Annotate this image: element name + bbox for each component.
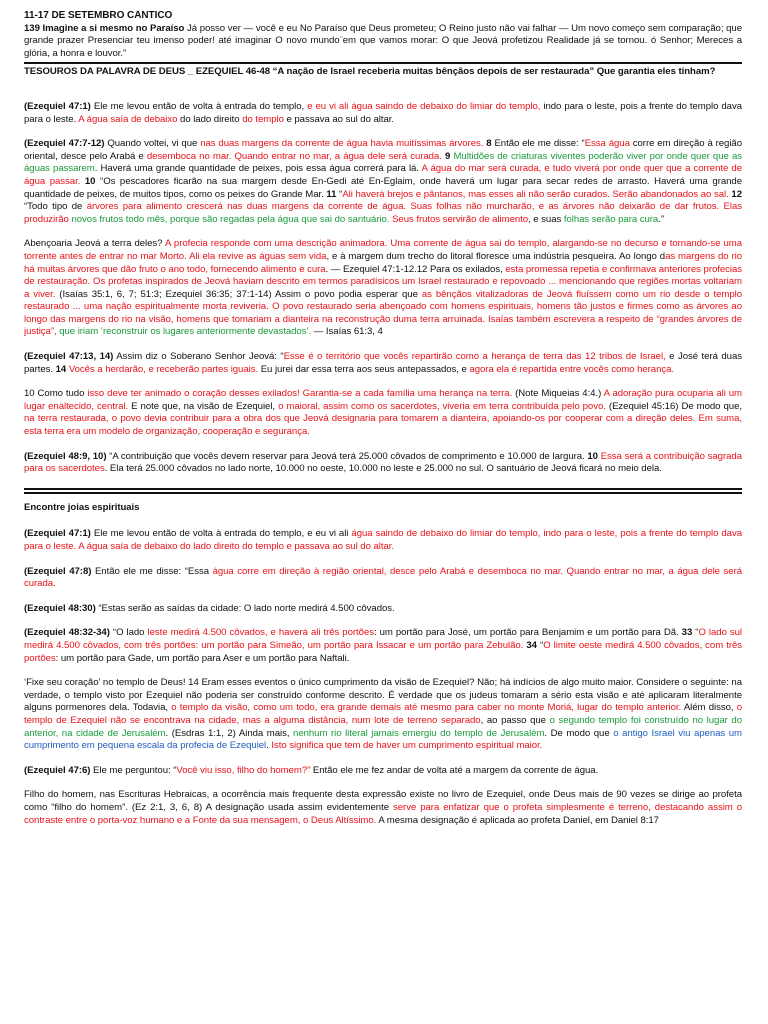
text-run: o antigo Israel viu apenas um cumprimento em pequena escala da profecia de Ezequiel bbox=[24, 727, 742, 752]
text-run: . bbox=[266, 740, 272, 752]
text-run: Seus frutos servirão de alimento bbox=[392, 213, 529, 225]
text-run: A adoração pura ocuparia ali um lugar enaltecido, central. bbox=[24, 388, 742, 412]
text-run: “A contribuição que vocês devem reservar para Jeová terá 25.000 côvados de comprimento e 10.000 de largura. bbox=[106, 450, 588, 462]
paragraph bbox=[24, 765, 742, 778]
section-title: Encontre joias espirituais bbox=[24, 501, 140, 513]
text-run: que iriam ‘reconstruir os lugares anteriormente devastados’. bbox=[59, 326, 312, 338]
week-title: 11-17 DE SETEMBRO CÂNTICO bbox=[24, 10, 173, 21]
text-run: Quando voltei, vi que bbox=[104, 138, 201, 150]
text-run: Essa água bbox=[584, 138, 630, 150]
text-run: do templo bbox=[242, 113, 284, 125]
text-run: Essa será a contribuição sagrada para os sacerdotes bbox=[24, 450, 742, 475]
verse-reference: (Ezequiel 47:7-12) bbox=[24, 138, 105, 150]
divider bbox=[24, 492, 742, 494]
text-run: (Isaías 35:1, 6, 7; 51:3; Ezequiel 36:35; 37:1-14) Assim o povo podia esperar que bbox=[55, 288, 422, 300]
text-run: “Estas serão as saídas da cidade: O lado norte medirá 4.500 côvados. bbox=[95, 602, 395, 614]
verse-reference: (Ezequiel 47:13, 14) bbox=[24, 351, 114, 363]
song-lyrics: Já posso ver — você e eu No Paraíso que Deus prometeu; O Reino justo não vai falhar — Um novo começo sem comparação; que grande prazer Presenciar teu imenso poder! até imaginar O novo mundo¨em que vamos morar: O que Jeová profetizou Realidade já se tornou. ó Senhor; Mereces a glória, a honra e louvor.” bbox=[24, 22, 742, 59]
paragraph bbox=[24, 451, 742, 476]
text-run: “ bbox=[336, 188, 343, 200]
text-run: Abençoaria Jeová a terra deles? bbox=[24, 238, 166, 250]
text-run: : um portão para Gade, um portão para Aser e um portão para Naftali. bbox=[55, 652, 350, 664]
verse-reference: (Ezequiel 47:6) bbox=[24, 764, 91, 776]
text-run: o templo da visão, como um todo, era grande demais até mesmo para caber no monte Moriá, lugar do templo anterior. bbox=[171, 702, 682, 714]
paragraph bbox=[24, 138, 742, 226]
divider bbox=[24, 62, 742, 64]
section-body bbox=[24, 528, 742, 827]
verse-reference: (Ezequiel 48:30) bbox=[24, 602, 96, 614]
verse-reference: 10 bbox=[84, 175, 96, 187]
text-run: e José terá duas partes. bbox=[24, 351, 742, 375]
song-paragraph bbox=[24, 23, 742, 61]
song-header bbox=[24, 10, 742, 60]
verse-reference: 10 bbox=[587, 450, 598, 462]
section-title: TESOUROS DA PALAVRA DE DEUS _ EZEQUIEL 46-48 “A nação de Israel receberia muitas bênçãos depois de ser restaurada” Que garantia eles tinham? bbox=[24, 66, 716, 78]
text-run: folhas serão para cura bbox=[563, 213, 659, 225]
text-run: : um portão para José, um portão para Benjamim e um portão para Dã. bbox=[373, 627, 682, 639]
text-run: leste medirá 4.500 côvados, e haverá ali três portões bbox=[147, 627, 374, 639]
text-run: Ele me levou então de volta à entrada do templo, e eu vi ali bbox=[90, 528, 352, 540]
text-run: , e à margem dum trecho do litoral floresce uma indústria pesqueira. Ao longo d bbox=[326, 250, 666, 262]
paragraph bbox=[24, 566, 742, 591]
verse-reference: (Ezequiel 48:9, 10) bbox=[24, 450, 107, 462]
text-run: . Haverá uma grande quantidade de peixes, pois essa água correrá para lá. bbox=[94, 163, 422, 175]
text-run: , ao passo que bbox=[480, 714, 550, 726]
text-run: Filho do homem, nas Escrituras Hebraicas, a ocorrência mais frequente desta expressão existe no livro de Ezequiel, onde Deus mais de 90 vezes se dirige ao profeta como “filho do homem”. (Ez 2:1, 3, 6, 8) A designação usada assim evidentemente bbox=[24, 789, 742, 813]
verse-reference: 14 bbox=[55, 363, 67, 375]
document-page bbox=[24, 10, 742, 1016]
verse-reference: 9 bbox=[445, 150, 451, 162]
text-run: “ bbox=[692, 627, 699, 639]
text-run: esta promessa repetia e confirmava anteriores profecias de restauração. Os profetas inspirados de Jeová haviam descrito em termos paradísicos um Israel restaurado e repovoado ... mencionando que regiões mortas voltariam a viver. bbox=[24, 263, 742, 300]
text-run: e passava ao sul do altar. bbox=[283, 113, 394, 125]
paragraph bbox=[24, 101, 742, 126]
paragraph bbox=[24, 603, 742, 616]
text-run: . — Ezequiel 47:1-12.12 Para os exilados, bbox=[325, 263, 506, 275]
text-run: Além disso, bbox=[681, 702, 737, 714]
verse-reference: 11 bbox=[326, 188, 337, 200]
verse-reference: (Ezequiel 48:32-34) bbox=[24, 627, 110, 639]
text-run: Suas folhas não murcharão, e as árvores não deixarão de dar frutos. Elas produzirão bbox=[24, 201, 742, 225]
text-run: A água do mar será curada, e tudo viverá por onde quer que a corrente de água passar. bbox=[24, 163, 742, 187]
text-run: o segundo templo foi construído no lugar do anterior, na cidade de Jerusalém bbox=[24, 714, 742, 739]
text-run: Eu jurei dar essa terra aos seus antepassados, e bbox=[258, 363, 470, 375]
text-run: — Isaías 61:3, 4 bbox=[311, 326, 383, 338]
text-run: Ele me perguntou: “ bbox=[90, 764, 177, 776]
text-run: . (Esdras 1:1, 2) Ainda mais, bbox=[165, 727, 294, 739]
text-run: na terra restaurada, o povo devia contribuir para a obra dos que Jeová designaria para tomarem a dianteira, apoiando-os por cooperar com a direção deles. bbox=[24, 413, 696, 425]
text-run: Você viu isso, filho do homem?” bbox=[176, 764, 311, 776]
text-run: Ele me levou então de volta à entrada do templo, bbox=[90, 100, 308, 112]
text-run: ‘Fixe seu coração’ no templo de Deus! 14 Eram esses eventos o único cumprimento da visão de Ezequiel? Não; há indícios de algo muito maior. Considere o seguinte: na verdade, o templo visto por Ezequiel não poderia ser construído conforme descrito. É verdade que os judeus tomaram a sério esta visão e até aplicaram literalmente alguns pormenores dela. Todavia, bbox=[24, 677, 742, 714]
text-run: Assim diz o Soberano Senhor Jeová: “ bbox=[113, 351, 284, 363]
text-run: “Os pescadores ficarão na sua margem desde En-Gedi até En-Eglaim, onde haverá um lugar para secar redes de arrasto. Haverá uma grande quantidade de peixes, de muitos tipos, como os peixes do Grande Mar. bbox=[24, 175, 742, 200]
text-run: .” bbox=[658, 213, 664, 225]
song-number-title: 139 Imagine a si mesmo no Paraíso bbox=[24, 22, 185, 34]
text-run: indo para o leste, pois a frente do templo dava para o leste. bbox=[24, 100, 742, 125]
text-run: A água saía de debaixo bbox=[78, 113, 178, 125]
text-run: árvores para alimento crescerá nas duas margens da corrente de água. bbox=[86, 201, 406, 213]
text-run: as bênçãos vitalizadoras de Jeová fluíssem como um rio desde o templo restaurado ... uma nação espiritualmente morta reviveria. bbox=[24, 288, 742, 313]
text-run: corre em direção à região oriental, desce pelo Arabá e bbox=[24, 138, 742, 162]
verse-reference: 34 bbox=[526, 639, 537, 651]
text-run: 10 Como tudo bbox=[24, 388, 88, 400]
text-run: . Ela terá 25.000 côvados no lado norte, 10.000 no oeste, 10.000 no leste e 25.000 no sul. O santuário de Jeová ficará no meio dela. bbox=[104, 463, 662, 475]
text-run: “O lado bbox=[109, 627, 148, 639]
text-run: E note que, na visão de Ezequiel, bbox=[128, 400, 279, 412]
text-run: Esse é o território que vocês repartirão como a herança de terra das 12 tribos de Israel, bbox=[283, 351, 666, 363]
verse-reference: (Ezequiel 47:1) bbox=[24, 100, 91, 112]
section-body bbox=[24, 101, 742, 476]
text-run: Isto significa que tem de haver um cumprimento espiritual maior. bbox=[271, 740, 543, 752]
text-run: O limite oeste medirá 4.500 côvados, com três portões bbox=[24, 639, 742, 664]
text-run: água corre em direção à região oriental, desce pelo Arabá e desemboca no mar. Quando entrar no mar, a água dele será curada. bbox=[24, 565, 742, 590]
text-run: . De modo que bbox=[544, 727, 614, 739]
text-run: e eu vi ali água saindo de debaixo do limiar do templo, bbox=[307, 100, 541, 112]
paragraph bbox=[24, 388, 742, 438]
text-run: (Ezequiel 45:16) De modo que, bbox=[605, 400, 742, 412]
text-run: “Todo tipo de bbox=[24, 201, 87, 213]
text-run: Então ele me fez andar de volta até a margem da corrente de água. bbox=[310, 764, 599, 776]
text-run: (Note Miqueias 4:4.) bbox=[512, 388, 604, 400]
verse-reference: 33 bbox=[681, 627, 693, 639]
text-run: isso deve ter animado o coração desses exilados! Garantia-se a cada família uma herança na terra. bbox=[87, 388, 513, 400]
text-run: O lado sul medirá 4.500 côvados, com três portões: um portão para Simeão, um portão para Issacar e um portão para Zebulão. bbox=[24, 627, 742, 651]
text-run: desemboca no mar. Quando entrar no mar, a água dele será curada. bbox=[146, 150, 442, 162]
text-run: , e suas bbox=[528, 213, 564, 225]
text-run: Em suma, esta terra era um modelo de organização, cooperação e segurança. bbox=[24, 413, 742, 438]
text-run: serve para enfatizar que o profeta simplesmente é terreno, destacando assim o contraste entre o porta-voz humano e a Fonte da sua mensagem, o Deus Altíssimo. bbox=[24, 801, 742, 826]
text-run: do lado direito bbox=[177, 113, 243, 125]
text-run: nenhum rio literal jamais emergiu do templo de Jerusalém bbox=[293, 727, 545, 739]
verse-reference: 8 bbox=[486, 138, 492, 150]
text-run: Então ele me disse: “Essa bbox=[91, 565, 213, 577]
text-run: O povo restaurado seria abençoado com homens espirituais, homens tão justos e firmes como as árvores ao longo das margens do rio na visão, homens que tomariam a dianteira na reconstrução duma terra arruinada. Isaías também escrevera a respeito de “grandes árvores de justiça”, bbox=[24, 301, 742, 338]
verse-reference: (Ezequiel 47:8) bbox=[24, 565, 92, 577]
text-run: “ bbox=[536, 639, 544, 651]
paragraph bbox=[24, 677, 742, 753]
text-run: o maioral, assim como os sacerdotes, viveria em terra contribuída pelo povo. bbox=[278, 400, 606, 412]
text-run: Multidões de criaturas viventes poderão viver por onde quer que as águas passarem bbox=[24, 150, 742, 175]
paragraph bbox=[24, 789, 742, 827]
text-run: agora ela é repartida entre vocês como herança. bbox=[469, 363, 675, 375]
paragraph bbox=[24, 627, 742, 665]
verse-reference: 12 bbox=[731, 188, 742, 200]
text-run: Vocês a herdarão, e receberão partes iguais. bbox=[68, 363, 259, 375]
text-run: Então ele me disse: “ bbox=[491, 138, 585, 150]
text-run: as margens do rio há muitas árvores que dão fruto o ano todo, fornecendo alimento e cura bbox=[24, 250, 742, 275]
text-run: nas duas margens da corrente de água havia muitíssimas árvores. bbox=[200, 138, 484, 150]
paragraph bbox=[24, 238, 742, 339]
text-run: A mesma designação é aplicada ao profeta Daniel, em Daniel 8:17 bbox=[376, 814, 659, 826]
text-run: novos frutos todo mês, porque são regadas pela água que sai do santuário. bbox=[71, 213, 390, 225]
text-run: água saindo de debaixo do limiar do templo, indo para o leste, pois a frente do templo dava para o leste. A água saía de debaixo do lado direito do templo e passava ao sul do altar. bbox=[24, 528, 742, 552]
paragraph bbox=[24, 351, 742, 376]
divider bbox=[24, 488, 742, 490]
verse-reference: (Ezequiel 47:1) bbox=[24, 528, 91, 540]
text-run: A profecia responde com uma descrição animadora. Uma corrente de água sai do templo, alargando-se no decurso e tornando-se uma torrente antes de entrar no mar Morto. Ali ela revive as águas sem vida bbox=[24, 238, 742, 262]
text-run: Ali haverá brejos e pântanos, mas esses ali não serão curados. Serão abandonados ao sal. bbox=[342, 188, 729, 200]
paragraph bbox=[24, 528, 742, 553]
text-run: o templo de Ezequiel não se encontrava na cidade, mas a alguma distância, num lote de terreno separado bbox=[24, 702, 742, 726]
